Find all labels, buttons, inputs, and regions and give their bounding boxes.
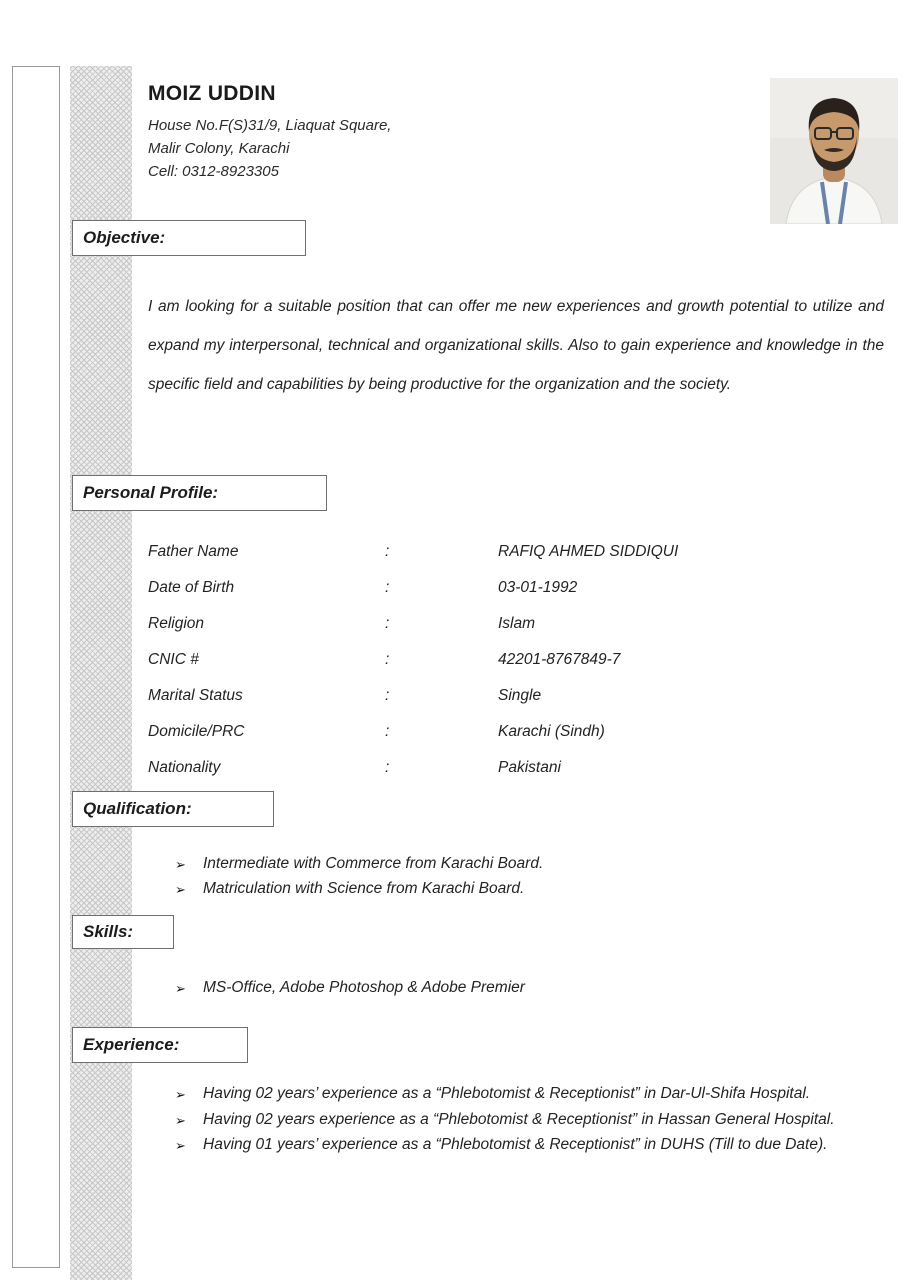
list-item	[175, 1082, 883, 1108]
profile-value: Islam	[498, 615, 536, 632]
table-row	[148, 714, 748, 750]
table-row	[148, 534, 748, 570]
portrait-photo	[770, 78, 898, 224]
experience-item: Having 01 years’ experience as a “Phlebotomist & Receptionist” in DUHS (Till to due Date).	[203, 1136, 828, 1153]
profile-separator: :	[385, 651, 390, 668]
table-row	[148, 606, 748, 642]
experience-list	[175, 1082, 883, 1159]
arrow-bullet-icon: ➢	[175, 1087, 186, 1102]
qualification-item: Matriculation with Science from Karachi Board.	[203, 879, 525, 897]
arrow-bullet-icon: ➢	[175, 857, 186, 872]
table-row	[148, 570, 748, 606]
profile-separator: :	[385, 759, 390, 776]
arrow-bullet-icon: ➢	[175, 1138, 186, 1153]
section-title-experience: Experience:	[72, 1027, 248, 1063]
portrait-photo-graphic	[770, 78, 898, 224]
profile-value: Karachi (Sindh)	[498, 723, 605, 740]
section-title-qualification: Qualification:	[72, 791, 274, 827]
profile-value: 42201-8767849-7	[498, 651, 621, 668]
table-row	[148, 678, 748, 714]
list-item	[175, 1133, 883, 1159]
section-title-skills: Skills:	[72, 915, 174, 949]
cell-number: Cell: 0312-8923305	[148, 163, 279, 180]
profile-separator: :	[385, 723, 390, 740]
table-row	[148, 750, 748, 786]
objective-paragraph: I am looking for a suitable position that can offer me new experiences and growth potential to utilize and expand my interpersonal, technical and organizational skills. Also to gain experience and knowledge in the specific field and capabilities by being productive for the organization and the society.	[148, 298, 884, 393]
qualification-item: Intermediate with Commerce from Karachi Board.	[203, 855, 544, 872]
arrow-bullet-icon: ➢	[175, 881, 186, 897]
skills-item: MS-Office, Adobe Photoshop & Adobe Premier	[203, 979, 525, 996]
experience-item: Having 02 years experience as a “Phlebotomist & Receptionist” in Hassan General Hospital.	[203, 1110, 835, 1128]
left-border-box	[12, 66, 60, 1268]
list-item	[175, 852, 775, 877]
address-line-2: Malir Colony, Karachi	[148, 140, 290, 157]
profile-separator: :	[385, 543, 390, 560]
arrow-bullet-icon: ➢	[175, 1112, 186, 1128]
list-item	[175, 1108, 883, 1134]
personal-profile-table	[148, 534, 748, 786]
address-line-1: House No.F(S)31/9, Liaquat Square,	[148, 117, 392, 134]
candidate-name: MOIZ UDDIN	[148, 82, 276, 105]
experience-item: Having 02 years’ experience as a “Phlebotomist & Receptionist” in Dar-Ul-Shifa Hospital.	[203, 1085, 811, 1102]
section-title-personal-profile: Personal Profile:	[72, 475, 327, 511]
table-row	[148, 642, 748, 678]
profile-label: Date of Birth	[148, 579, 235, 596]
profile-label: Marital Status	[148, 687, 243, 704]
profile-separator: :	[385, 687, 390, 704]
profile-value: 03-01-1992	[498, 579, 578, 596]
contact-block	[148, 114, 391, 183]
profile-value: Pakistani	[498, 759, 561, 776]
profile-label: Religion	[148, 615, 205, 632]
arrow-bullet-icon: ➢	[175, 981, 186, 996]
profile-label: CNIC #	[148, 651, 199, 668]
profile-label: Father Name	[148, 543, 239, 560]
profile-separator: :	[385, 579, 390, 596]
profile-value: RAFIQ AHMED SIDDIQUI	[498, 543, 679, 560]
list-item	[175, 877, 775, 902]
profile-value: Single	[498, 687, 542, 704]
section-title-objective: Objective:	[72, 220, 306, 256]
skills-list	[175, 976, 775, 1001]
profile-separator: :	[385, 615, 390, 632]
profile-label: Domicile/PRC	[148, 723, 245, 740]
qualification-list	[175, 852, 775, 901]
profile-label: Nationality	[148, 759, 221, 776]
list-item	[175, 976, 775, 1001]
